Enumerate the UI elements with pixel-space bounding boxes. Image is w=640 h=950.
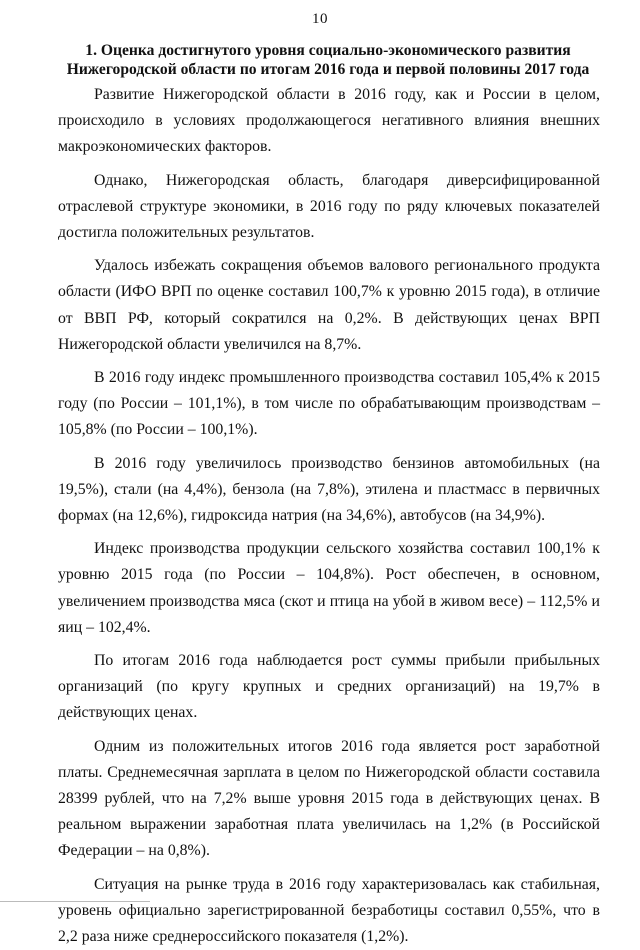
page-number: 10 xyxy=(312,11,328,27)
paragraph-2: Однако, Нижегородская область, благодаря диверсифицированной отраслевой структуре экономики, в 2016 году по ряду ключевых показателей достигла положительных результатов. xyxy=(58,171,600,242)
document-body xyxy=(58,82,600,950)
section-heading-line-1: 1. Оценка достигнутого уровня социально-экономического развития xyxy=(85,42,571,59)
section-heading-line-2: Нижегородской области по итогам 2016 года и первой половины 2017 года xyxy=(66,61,590,78)
paragraph-5: В 2016 году увеличилось производство бензинов автомобильных (на 19,5%), стали (на 4,4%), бензола (на 7,8%), этилена и пластмасс в первичных формах (на 12,6%), гидроксида натрия (на 34,6%), автобусов (на 34,9%). xyxy=(58,454,600,525)
paragraph-3: Удалось избежать сокращения объемов валового регионального продукта области (ИФО ВРП по оценке составил 100,7% к уровню 2015 года), в отличие от ВВП РФ, который сократился на 0,2%. В действующих ценах ВРП Нижегородской области увеличился на 8,7%. xyxy=(58,257,600,353)
footer-rule xyxy=(0,901,150,902)
paragraph-7: По итогам 2016 года наблюдается рост суммы прибыли прибыльных организаций (по кругу крупных и средних организаций) на 19,7% в действующих ценах. xyxy=(58,652,600,722)
paragraph-8: Одним из положительных итогов 2016 года является рост заработной платы. Среднемесячная зарплата в целом по Нижегородской области составила 28399 рублей, что на 7,2% выше уровня 2015 года в действующих ценах. В реальном выражении заработная плата увеличилась на 1,2% (в Российской Федерации – на 0,8%). xyxy=(58,737,600,860)
paragraph-9: Ситуация на рынке труда в 2016 году характеризовалась как стабильная, уровень официально зарегистрированной безработицы составил 0,55%, что в 2,2 раза ниже среднероссийского показателя (1,2%). xyxy=(58,875,600,946)
paragraph-6: Индекс производства продукции сельского хозяйства составил 100,1% к уровню 2015 года (по России – 104,8%). Рост обеспечен, в основном, увеличением производства мяса (скот и птица на убой в живом весе) – 112,5% и яиц – 102,4%. xyxy=(58,540,600,636)
paragraph-1: Развитие Нижегородской области в 2016 году, как и России в целом, происходило в условиях продолжающегося негативного влияния внешних макроэкономических факторов. xyxy=(58,86,600,156)
section-heading xyxy=(58,41,598,79)
paragraph-4: В 2016 году индекс промышленного производства составил 105,4% к 2015 году (по России – 101,1%), в том числе по обрабатывающим производствам – 105,8% (по России – 100,1%). xyxy=(58,369,600,439)
